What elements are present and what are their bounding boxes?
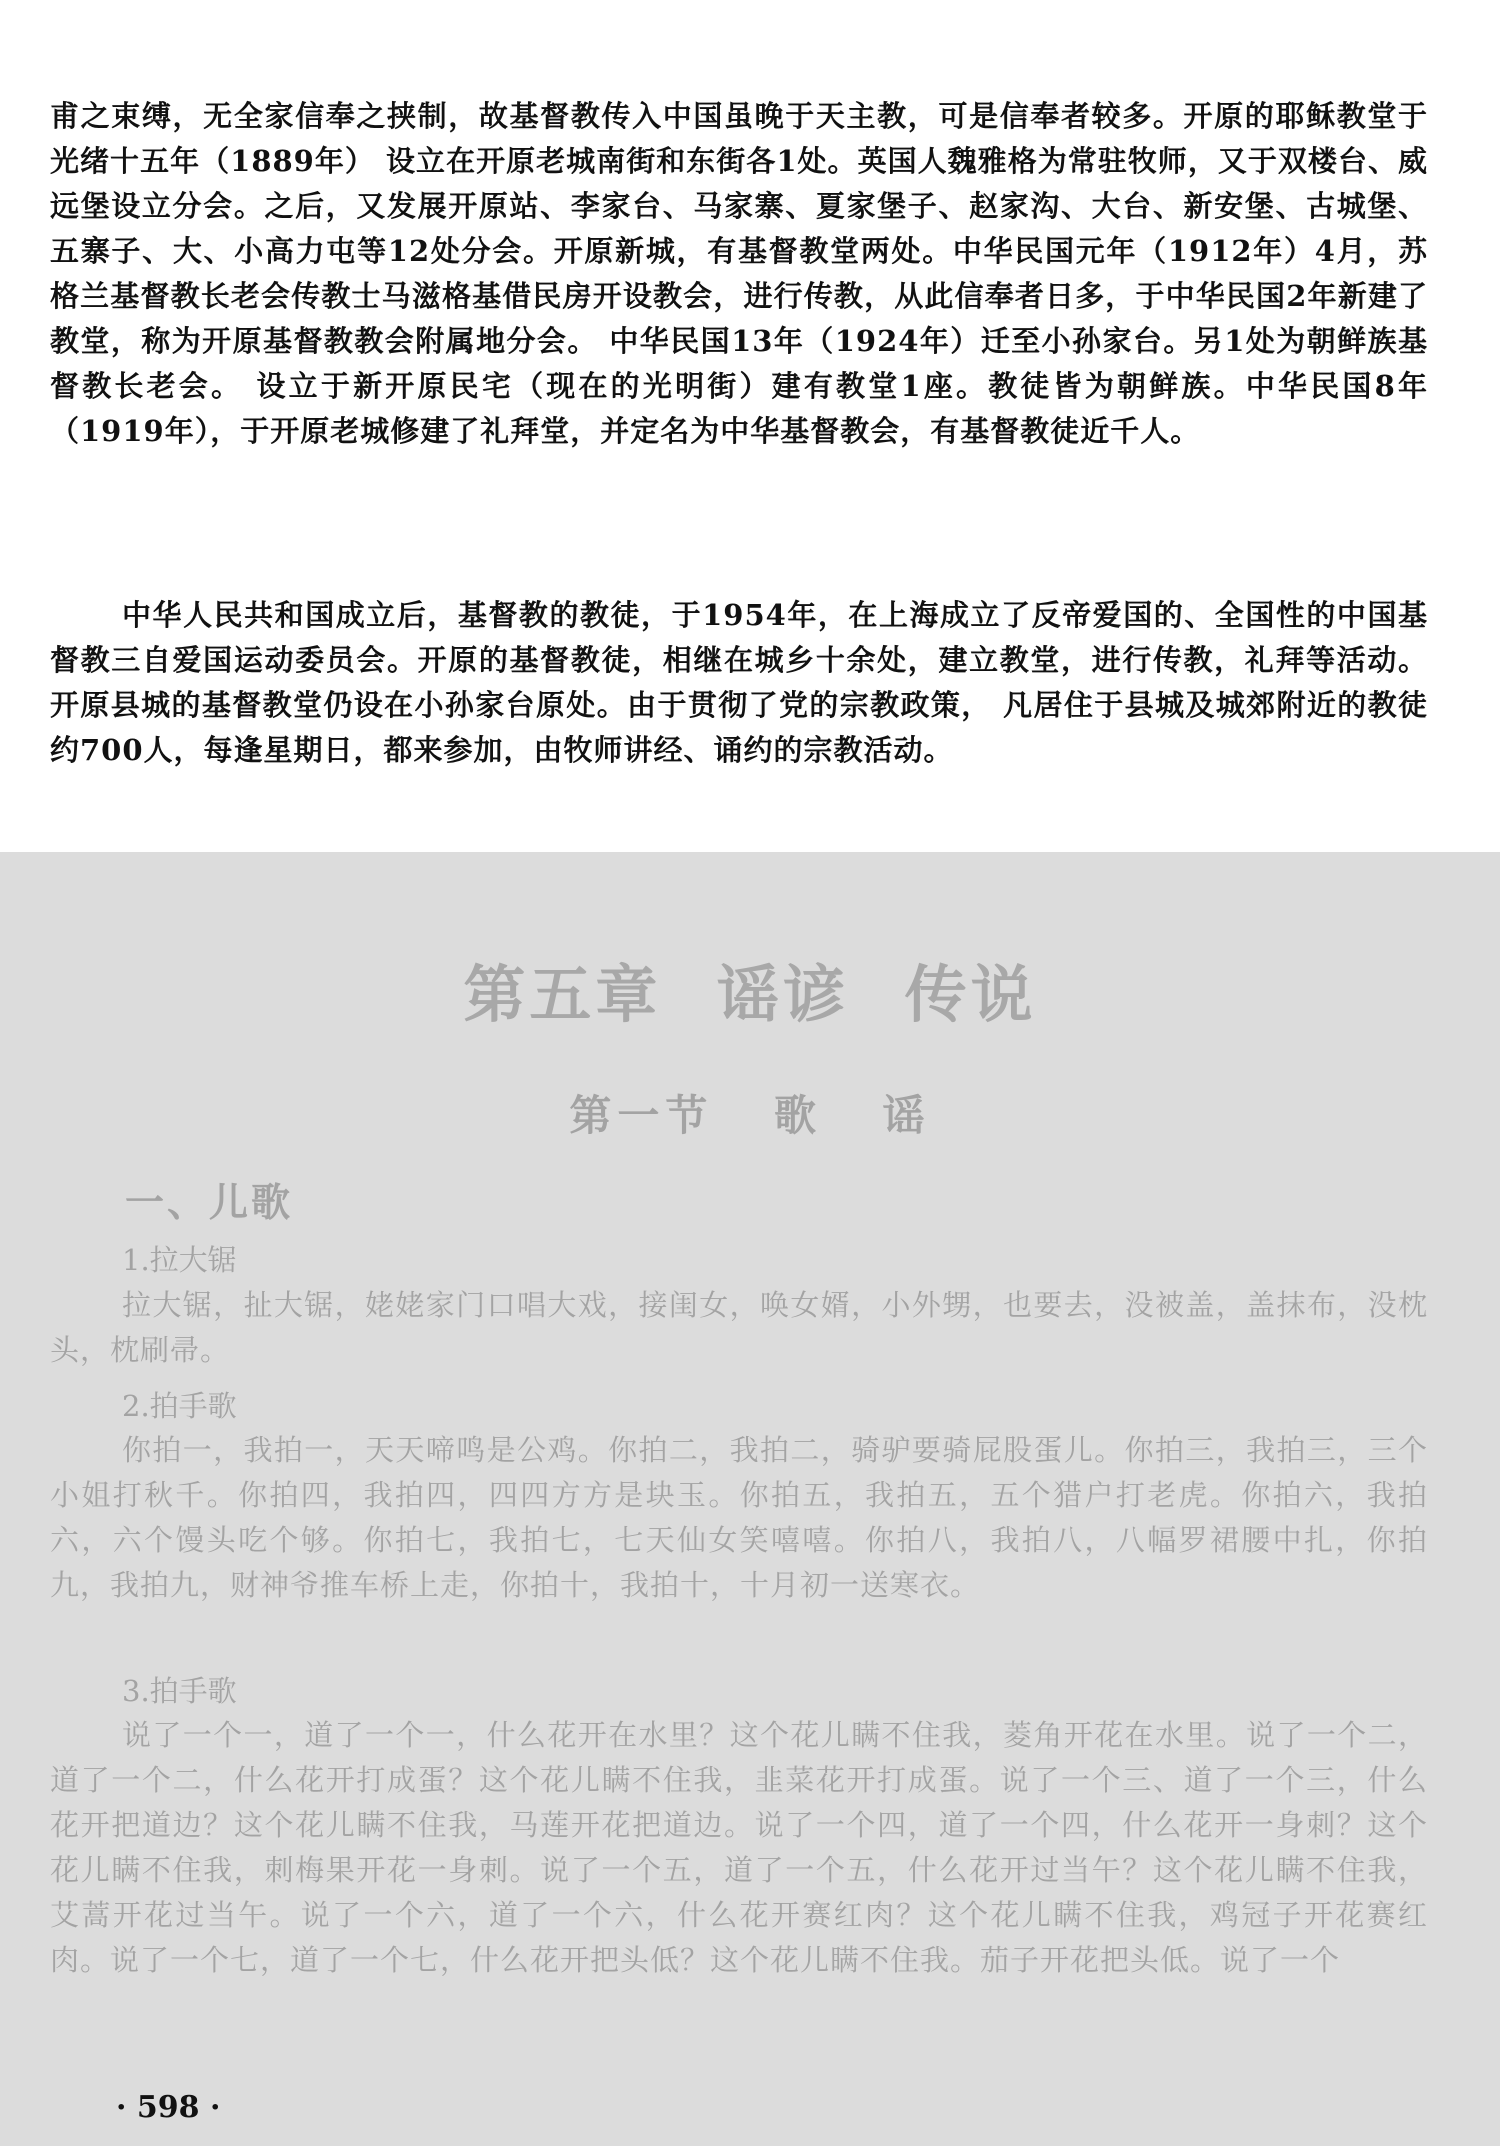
song-title-3: 3.拍手歌: [122, 1674, 237, 1708]
song-title-2: 2.拍手歌: [122, 1389, 237, 1423]
song-title-1: 1.拉大锯: [122, 1243, 237, 1277]
chapter-title: 第五章 谣谚 传说: [463, 958, 1037, 1031]
song-text-2: 你拍一，我拍一，天天啼鸣是公鸡。你拍二，我拍二，骑驴要骑屁股蛋儿。你拍三，我拍三，三个小姐打秋千。你拍四，我拍四，四四方方是块玉。你拍五，我拍五，五个猎户打老虎。你拍六，我拍六，六个馒头吃个够。你拍七，我拍七，七天仙女笑嘻嘻。你拍八，我拍八，八幅罗裙腰中扎，你拍九，我拍九，财神爷推车桥上走，你拍十，我拍十，十月初一送寒衣。: [50, 1433, 1428, 1602]
body-paragraph-1: 甫之束缚，无全家信奉之挟制，故基督教传入中国虽晚于天主教，可是信奉者较多。开原的耶稣教堂于光绪十五年（1889年） 设立在开原老城南街和东街各1处。英国人魏雅格为常驻牧师，又于双楼台、威远堡设立分会。之后，又发展开原站、李家台、马家寨、夏家堡子、赵家沟、大台、新安堡、古城堡、五寨子、大、小高力屯等12处分会。开原新城，有基督教堂两处。中华民国元年（1912年）4月，苏格兰基督教长老会传教士马滋格基借民房开设教会，进行传教，从此信奉者日多，于中华民国2年新建了教堂，称为开原基督教教会附属地分会。 中华民国13年（1924年）迁至小孙家台。另1处为朝鲜族基督教长老会。 设立于新开原民宅（现在的光明街）建有教堂1座。教徒皆为朝鲜族。中华民国8年（1919年），于开原老城修建了礼拜堂，并定名为中华基督教会，有基督教徒近千人。: [50, 99, 1428, 448]
body-paragraph-2: 中华人民共和国成立后，基督教的教徒，于1954年，在上海成立了反帝爱国的、全国性的中国基督教三自爱国运动委员会。开原的基督教徒，相继在城乡十余处，建立教堂，进行传教，礼拜等活动。开原县城的基督教堂仍设在小孙家台原处。由于贯彻了党的宗教政策， 凡居住于县城及城郊附近的教徒约700人，每逢星期日，都来参加，由牧师讲经、诵约的宗教活动。: [50, 598, 1428, 767]
song-text-1: 拉大锯，扯大锯，姥姥家门口唱大戏，接闺女，唤女婿，小外甥，也要去，没被盖，盖抹布，没枕头，枕刷帚。: [50, 1288, 1428, 1367]
sub-heading: 一、儿歌: [125, 1180, 294, 1226]
section-title: 第一节 歌 谣: [569, 1091, 931, 1140]
song-text-3: 说了一个一，道了一个一，什么花开在水里？这个花儿瞒不住我，菱角开花在水里。说了一个二，道了一个二，什么花开打成蛋？这个花儿瞒不住我，韭菜花开打成蛋。说了一个三、道了一个三，什么花开把道边？这个花儿瞒不住我，马莲开花把道边。说了一个四，道了一个四，什么花开一身刺？这个花儿瞒不住我，刺梅果开花一身刺。说了一个五，道了一个五，什么花开过当午？这个花儿瞒不住我，艾蒿开花过当午。说了一个六，道了一个六，什么花开赛红肉？这个花儿瞒不住我，鸡冠子开花赛红肉。说了一个七，道了一个七，什么花开把头低？这个花儿瞒不住我。茄子开花把头低。说了一个: [50, 1718, 1428, 1977]
page-number: · 598 ·: [116, 2090, 221, 2125]
